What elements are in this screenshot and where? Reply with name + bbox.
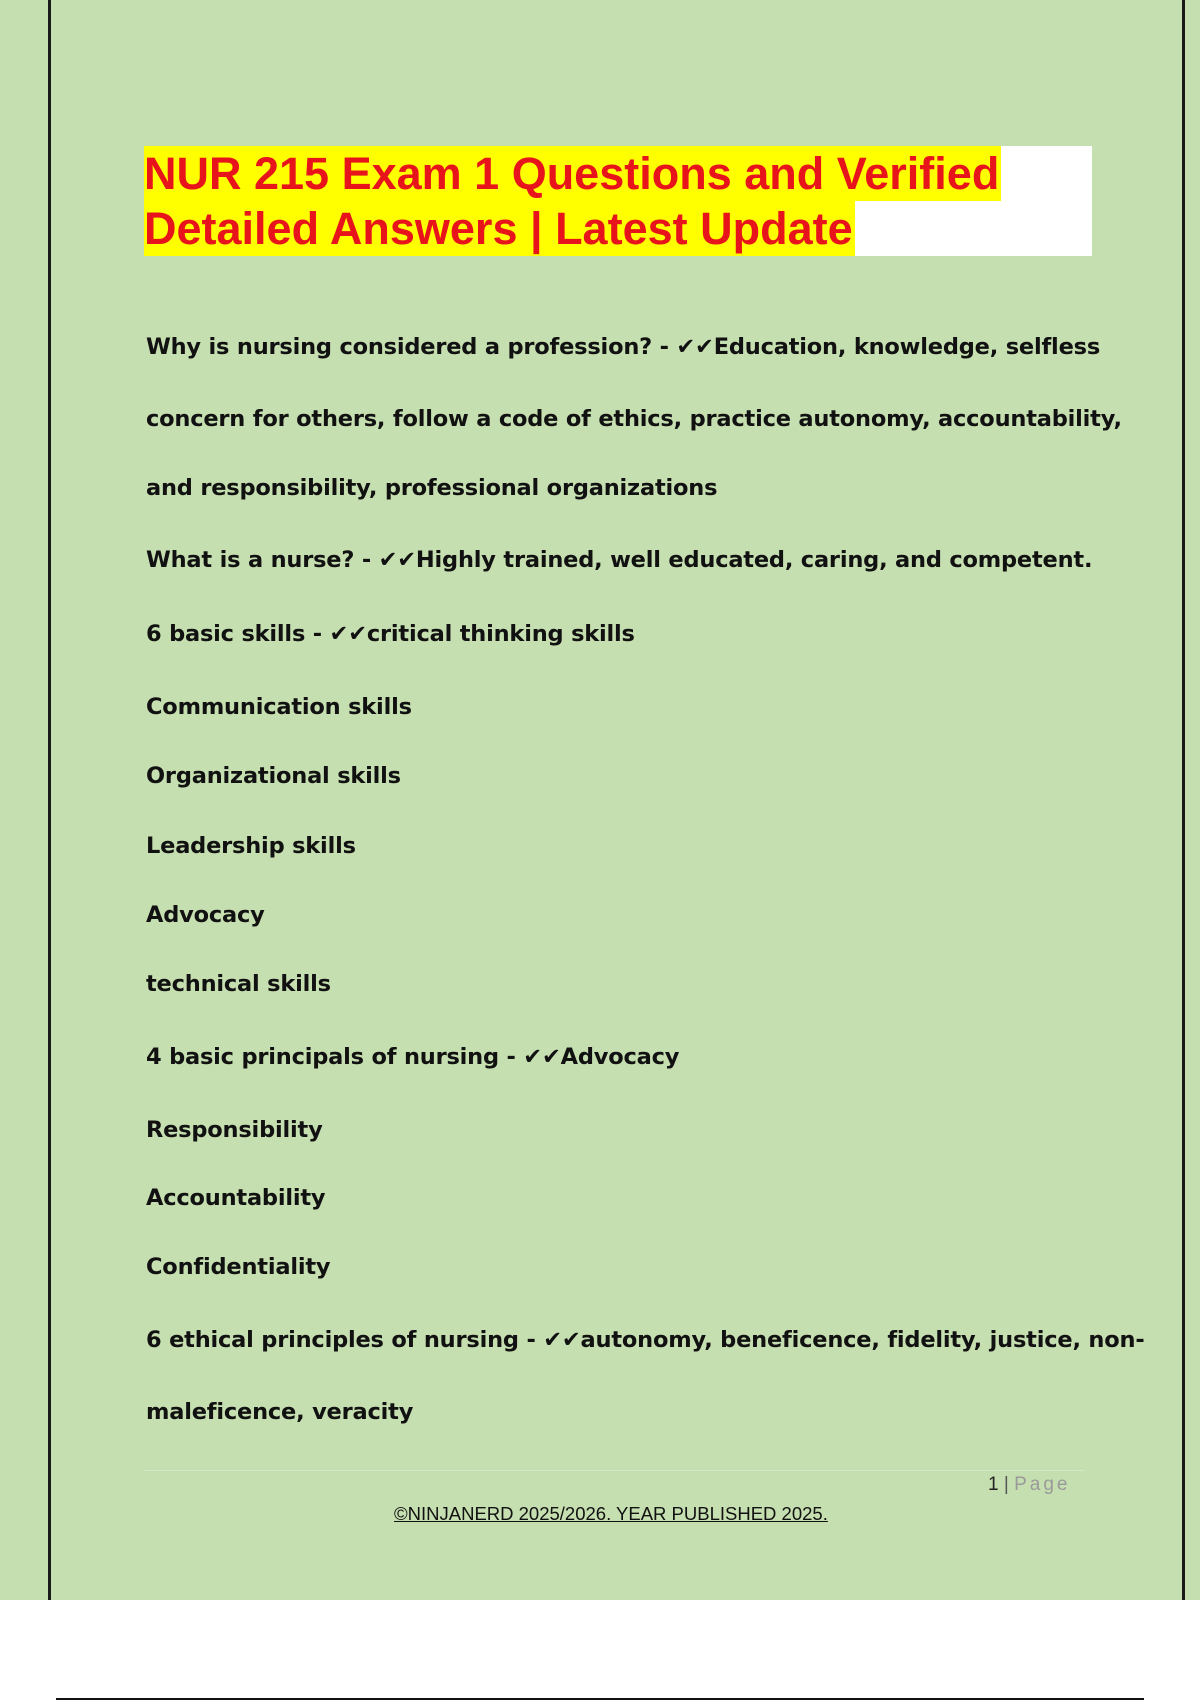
page-number <box>988 1474 1070 1496</box>
question-line: What is a nurse? - ✔✔Highly trained, well educated, caring, and competent. <box>146 547 1093 573</box>
answer-continuation: and responsibility, professional organizations <box>146 475 718 501</box>
page-border-left <box>48 0 51 1600</box>
question-line: 6 ethical principles of nursing - ✔✔autonomy, beneficence, fidelity, justice, non- <box>146 1327 1145 1353</box>
document-title-line-2: Detailed Answers | Latest Update <box>144 203 853 254</box>
answer-item: technical skills <box>146 971 331 997</box>
page-number-value: 1 <box>988 1474 999 1495</box>
answer-continuation: concern for others, follow a code of ethics, practice autonomy, accountability, <box>146 406 1122 432</box>
question-line: 4 basic principals of nursing - ✔✔Advocacy <box>146 1044 680 1070</box>
page-label: Page <box>1014 1474 1071 1495</box>
answer-item: Accountability <box>146 1185 326 1211</box>
answer-item: Communication skills <box>146 694 412 720</box>
answer-item: Confidentiality <box>146 1254 331 1280</box>
question-line: 6 basic skills - ✔✔critical thinking skills <box>146 621 635 647</box>
answer-item: Responsibility <box>146 1117 323 1143</box>
answer-item: Leadership skills <box>146 833 356 859</box>
answer-item: Advocacy <box>146 902 265 928</box>
answer-item: Organizational skills <box>146 763 401 789</box>
answer-continuation: maleficence, veracity <box>146 1399 414 1425</box>
footer-divider <box>144 1470 1084 1471</box>
question-line: Why is nursing considered a profession? - ✔✔Education, knowledge, selfless <box>146 334 1101 360</box>
document-title-line-1: NUR 215 Exam 1 Questions and Verified <box>144 148 1000 199</box>
copyright-notice: ©NINJANERD 2025/2026. YEAR PUBLISHED 2025. <box>394 1503 828 1524</box>
page-border-right <box>1182 0 1185 1600</box>
page-number-separator: | <box>1003 1474 1009 1495</box>
